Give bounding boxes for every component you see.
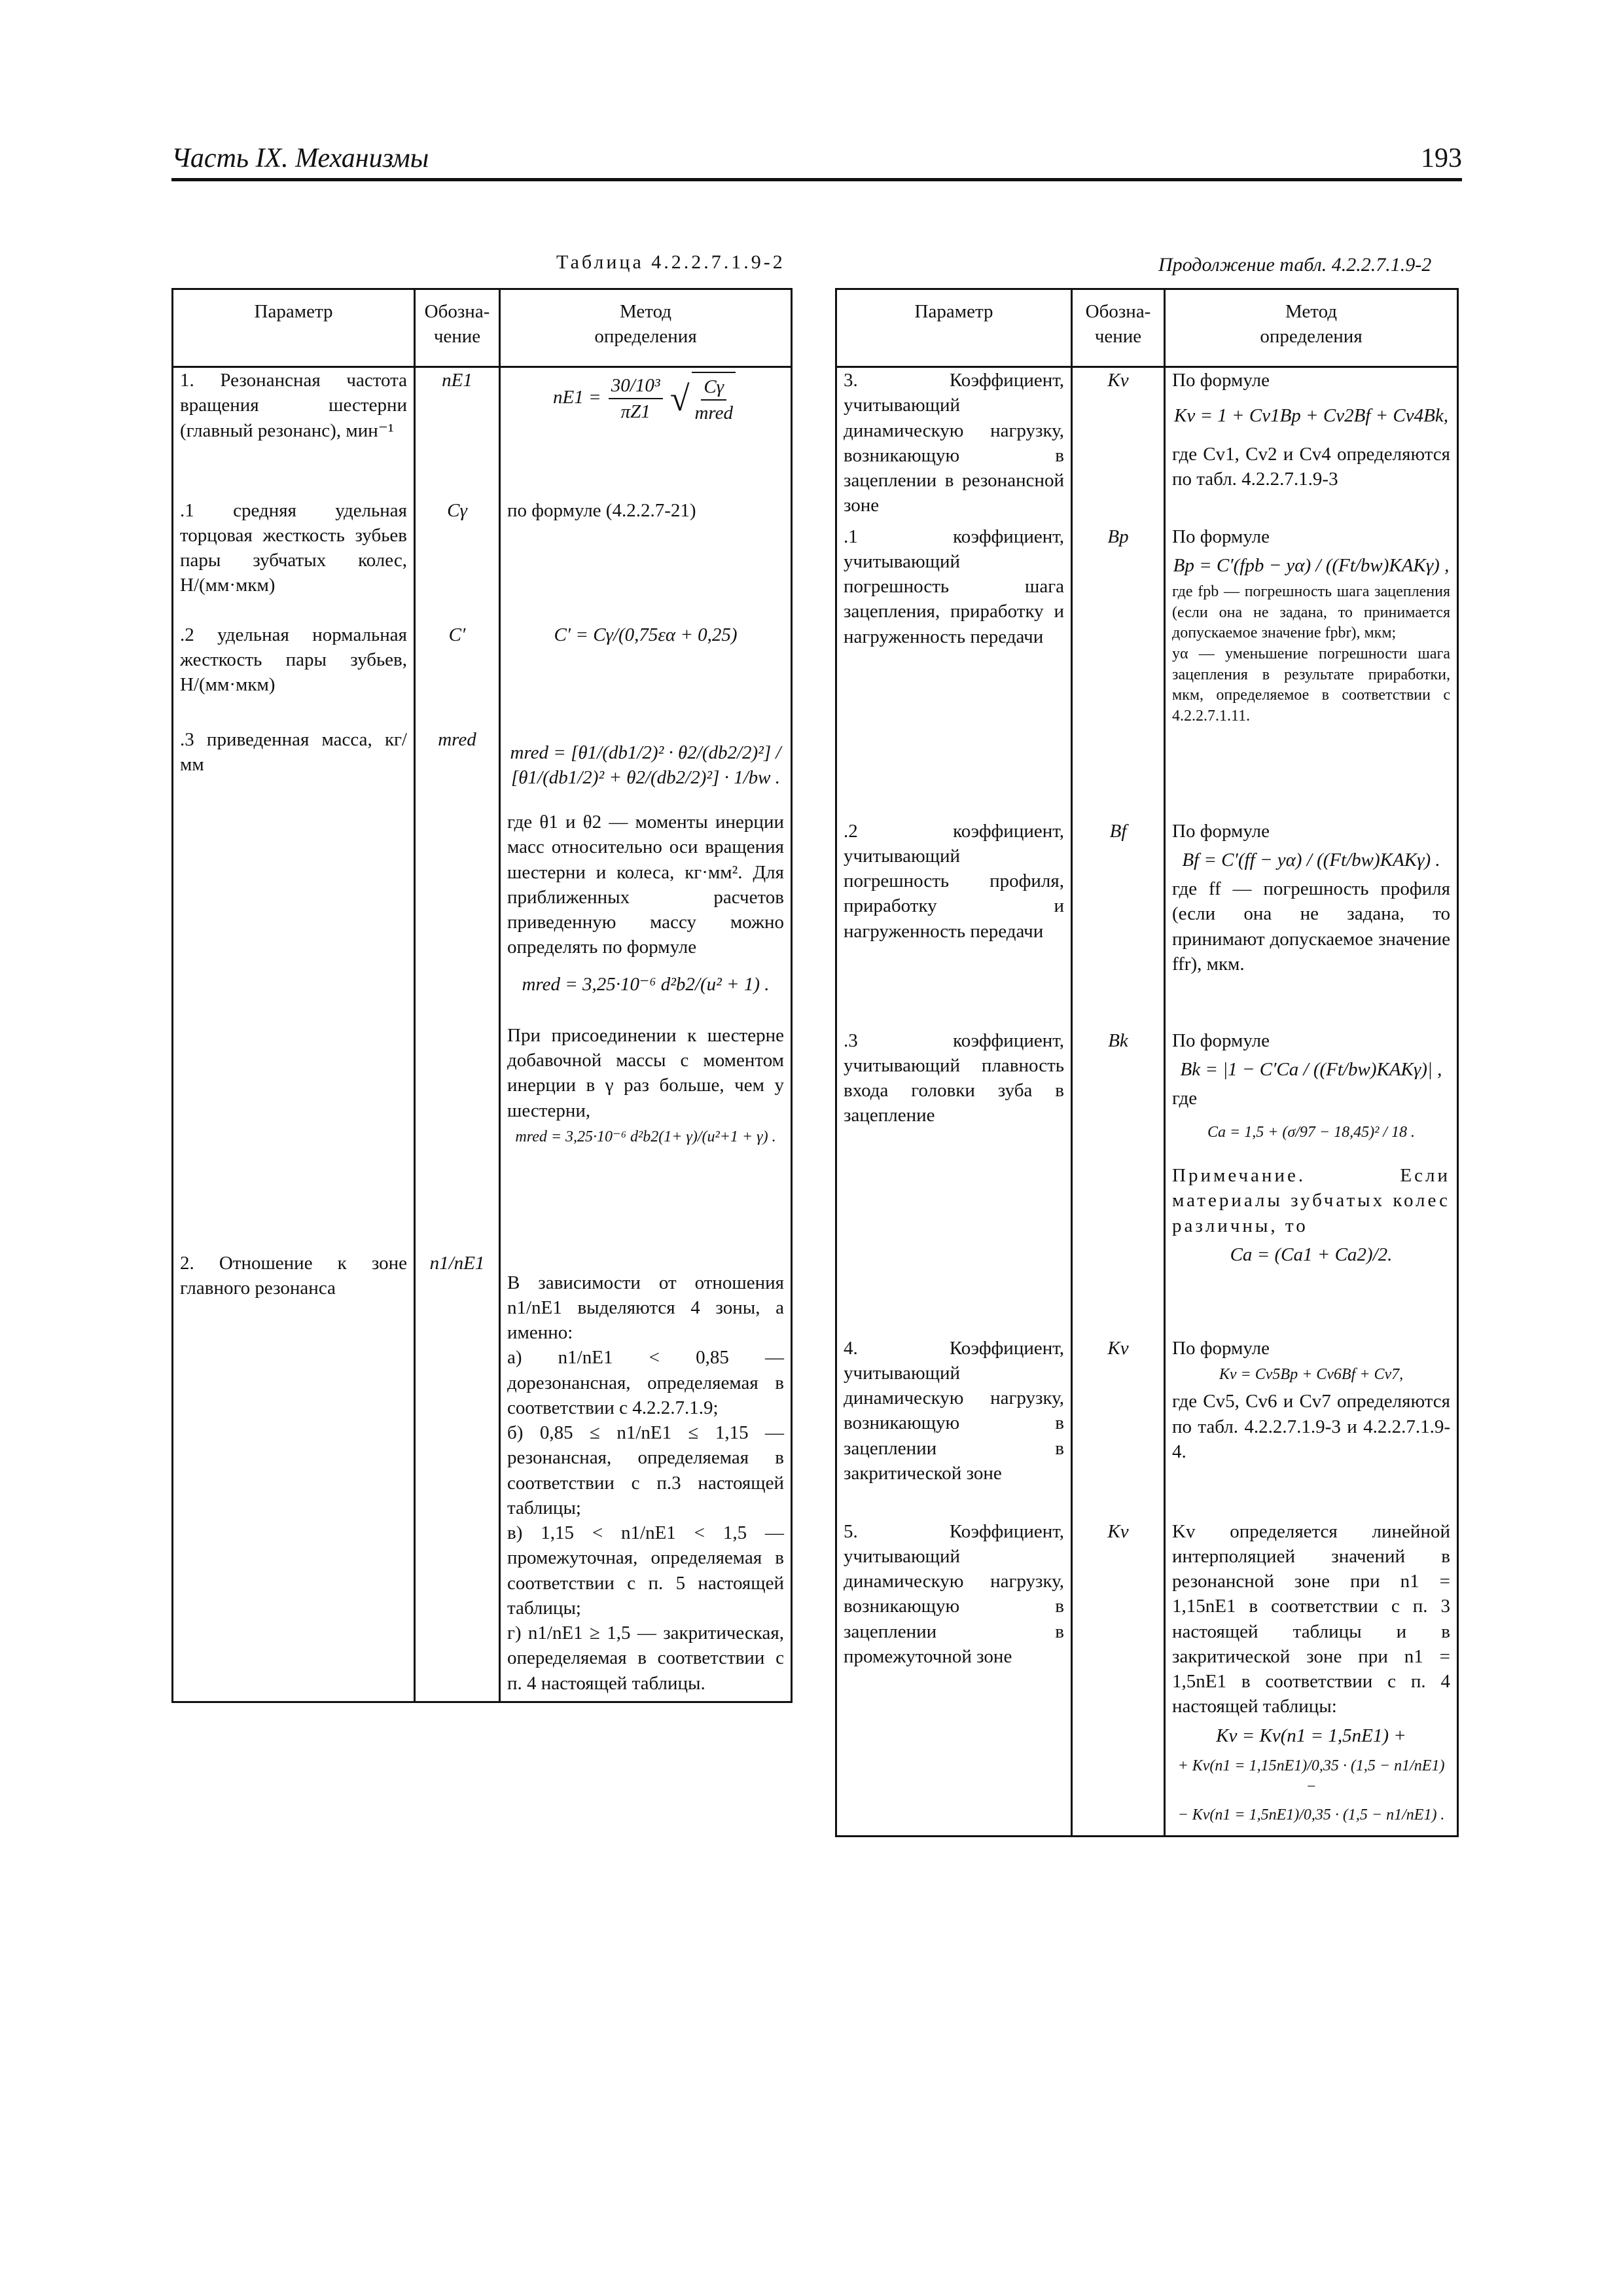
symbol-cell: Bf <box>1072 819 1165 1028</box>
method-cell <box>500 727 792 1251</box>
param-cell: 4. Коэффициент, учитывающий динамическую нагрузку, возникающую в зацеплении в закритической зоне <box>836 1336 1072 1519</box>
col-header-param: Параметр <box>836 289 1072 367</box>
kv-interp-line-2: + Kv(n1 = 1,15nE1)/0,35 · (1,5 − n1/nE1) − <box>1177 1757 1445 1795</box>
bf-formula: Bf = C′(ff − yα) / ((Ft/bw)KAKγ) . <box>1182 849 1440 870</box>
formula-fraction <box>609 373 663 425</box>
method-note: где fpb — погрешность шага зацепления (если она не задана, то принимается допускаемое значение fpbr), мкм; <box>1172 583 1450 642</box>
param-cell: 3. Коэффициент, учитывающий динамическую нагрузку, возникающую в зацеплении в резонансной зоне <box>836 367 1072 524</box>
zone-b: б) 0,85 ≤ n1/nE1 ≤ 1,15 — резонансная, определяемая в соответствии с п.3 настоящей таблицы; <box>507 1422 784 1518</box>
table-row <box>173 367 792 498</box>
table-row <box>836 1336 1458 1519</box>
method-note-2: yα — уменьшение погрешности шага зацепления в результате приработки, мкм, определяемое в соответствии с 4.2.2.7.1.11. <box>1172 645 1450 725</box>
additional-mass-note: При присоединении к шестерне добавочной массы с моментом инерции в γ раз больше, чем у шестерни, <box>507 1024 784 1121</box>
table-row <box>836 819 1458 1028</box>
reduced-mass-approx-formula: mred = 3,25·10⁻⁶ d²b2/(u² + 1) . <box>522 973 770 995</box>
method-intro: По формуле <box>1172 370 1270 391</box>
right-table <box>835 288 1459 1837</box>
zones-intro: В зависимости от отношения n1/nE1 выделяются 4 зоны, а именно: <box>507 1272 784 1344</box>
method-intro: По формуле <box>1172 820 1270 842</box>
table-row <box>173 622 792 727</box>
table-row <box>173 498 792 622</box>
symbol-cell: mred <box>415 727 500 1251</box>
method-intro: По формуле <box>1172 1337 1270 1359</box>
sqrt-den: mred <box>694 403 733 424</box>
page-number: 193 <box>1421 143 1462 173</box>
left-table-header <box>173 289 792 367</box>
method-note: где ff — погрешность профиля (если она не задана, то принимают допускаемое значение ffr), мкм. <box>1172 878 1450 975</box>
table-row <box>836 367 1458 524</box>
bk-formula: Bk = |1 − C′Ca / ((Ft/bw)KAKγ)| , <box>1180 1058 1442 1080</box>
ca-mean-formula: Ca = (Ca1 + Ca2)/2. <box>1230 1244 1393 1265</box>
left-table-caption: Таблица 4.2.2.7.1.9-2 <box>556 251 785 273</box>
frac-num: 30/10³ <box>609 373 663 399</box>
right-table-header <box>836 289 1458 367</box>
formula-lhs: nE1 = <box>553 386 601 408</box>
method-intro: По формуле <box>1172 1030 1270 1051</box>
kv-interp-line-1: Kv = Kv(n1 = 1,5nE1) + <box>1216 1725 1406 1746</box>
table-row <box>836 1028 1458 1336</box>
method-intro: По формуле <box>1172 526 1270 547</box>
method-where: где <box>1172 1088 1198 1109</box>
symbol-cell: Bk <box>1072 1028 1165 1336</box>
left-table <box>171 288 793 1703</box>
method-text: Kv определяется линейной интерполяцией значений в резонансной зоне при n1 = 1,15nE1 в соответствии с п. 3 настоящей таблицы и в закритической зоне при n1 = 1,5nE1 в соответствии с п. 4 настоящей таблицы: <box>1172 1520 1450 1717</box>
method-cell <box>500 367 792 498</box>
symbol-cell: Bp <box>1072 524 1165 819</box>
method-cell <box>500 1251 792 1702</box>
symbol-cell: nE1 <box>415 367 500 498</box>
method-cell <box>1165 367 1458 524</box>
reduced-mass-note: где θ1 и θ2 — моменты инерции масс относительно оси вращения шестерни и колеса, кг·мм². Для приближенных расчетов приведенную массу можно определять по формуле <box>507 812 784 958</box>
param-cell: .3 приведенная масса, кг/мм <box>173 727 415 1251</box>
table-row <box>836 1519 1458 1837</box>
param-cell: 5. Коэффициент, учитывающий динамическую нагрузку, возникающую в зацеплении в промежуточной зоне <box>836 1519 1072 1837</box>
sqrt-num: Cγ <box>701 374 726 401</box>
method-cell <box>1165 819 1458 1028</box>
right-table-caption: Продолжение табл. 4.2.2.7.1.9-2 <box>1158 254 1432 276</box>
kv-interp-line-3: − Kv(n1 = 1,5nE1)/0,35 · (1,5 − n1/nE1) . <box>1177 1806 1445 1824</box>
sqrt-sign: √ $\frac{C\gamma}{\text{mred}}$ <box>670 372 738 426</box>
zone-a: а) n1/nE1 < 0,85 — дорезонансная, определяемая в соответствии с 4.2.2.7.1.9; <box>507 1347 784 1418</box>
symbol-cell: C′ <box>415 622 500 727</box>
kv-supercritical-formula: Kv = Cv5Bp + Cv6Bf + Cv7, <box>1219 1365 1404 1383</box>
additional-mass-formula: mred = 3,25·10⁻⁶ d²b2(1+ γ)/(u²+1 + γ) . <box>515 1128 776 1145</box>
col-header-symbol: Обозна- чение <box>1072 289 1165 367</box>
param-cell: .1 коэффициент, учитывающий погрешность шага зацепления, приработку и нагруженность передачи <box>836 524 1072 819</box>
method-cell <box>1165 1336 1458 1519</box>
param-cell: 1. Резонансная частота вращения шестерни (главный резонанс), мин⁻¹ <box>173 367 415 498</box>
col-header-param: Параметр <box>173 289 415 367</box>
resonance-formula <box>507 368 784 430</box>
method-cell: C′ = Cγ/(0,75εα + 0,25) <box>500 622 792 727</box>
table-row <box>173 1251 792 1702</box>
param-cell: .2 коэффициент, учитывающий погрешность профиля, приработку и нагруженность передачи <box>836 819 1072 1028</box>
symbol-cell: Kv <box>1072 367 1165 524</box>
symbol-cell: Kv <box>1072 1336 1165 1519</box>
param-cell: 2. Отношение к зоне главного резонанса <box>173 1251 415 1702</box>
method-note: где Cv1, Cv2 и Cv4 определяются по табл. 4.2.2.7.1.9-3 <box>1172 443 1450 490</box>
running-header-title: Часть IX. Механизмы <box>171 143 429 173</box>
method-cell <box>1165 1028 1458 1336</box>
method-cell <box>1165 1519 1458 1837</box>
symbol-cell: Cγ <box>415 498 500 622</box>
col-header-method: Метод определения <box>500 289 792 367</box>
bp-formula: Bp = C′(fpb − yα) / ((Ft/bw)KAKγ) , <box>1173 554 1450 576</box>
symbol-cell: n1/nE1 <box>415 1251 500 1702</box>
param-cell: .3 коэффициент, учитывающий плавность входа головки зуба в зацепление <box>836 1028 1072 1336</box>
symbol-cell: Kv <box>1072 1519 1165 1837</box>
reduced-mass-formula: mred = [θ1/(db1/2)² · θ2/(db2/2)²] / [θ1/(db1/2)² + θ2/(db2/2)²] · 1/bw . <box>510 742 781 788</box>
col-header-symbol: Обозна- чение <box>415 289 500 367</box>
kv-resonance-formula: Kv = 1 + Cv1Bp + Cv2Bf + Cv4Bk, <box>1174 405 1448 427</box>
zone-d: г) n1/nE1 ≥ 1,5 — закритическая, опеределяемая в соответствии с п. 4 настоящей таблицы. <box>507 1623 784 1694</box>
method-cell: по формуле (4.2.2.7-21) <box>500 498 792 622</box>
method-note: где Cv5, Cv6 и Cv7 определяются по табл. 4.2.2.7.1.9-3 и 4.2.2.7.1.9-4. <box>1172 1391 1450 1462</box>
method-remark: Примечание. Если материалы зубчатых колес различны, то <box>1172 1164 1450 1236</box>
col-header-method: Метод определения <box>1165 289 1458 367</box>
frac-den: πZ1 <box>620 401 651 423</box>
zone-c: в) 1,15 < n1/nE1 < 1,5 — промежуточная, определяемая в соответствии с п. 5 настоящей таблицы; <box>507 1522 784 1619</box>
table-row <box>173 727 792 1251</box>
table-row <box>836 524 1458 819</box>
ca-formula: Ca = 1,5 + (σ/97 − 18,45)² / 18 . <box>1207 1124 1415 1141</box>
param-cell: .2 удельная нормальная жесткость пары зубьев, Н/(мм·мкм) <box>173 622 415 727</box>
method-cell <box>1165 524 1458 819</box>
param-cell: .1 средняя удельная торцовая жесткость зубьев пары зубчатых колес, Н/(мм·мкм) <box>173 498 415 622</box>
header-rule <box>171 178 1462 181</box>
